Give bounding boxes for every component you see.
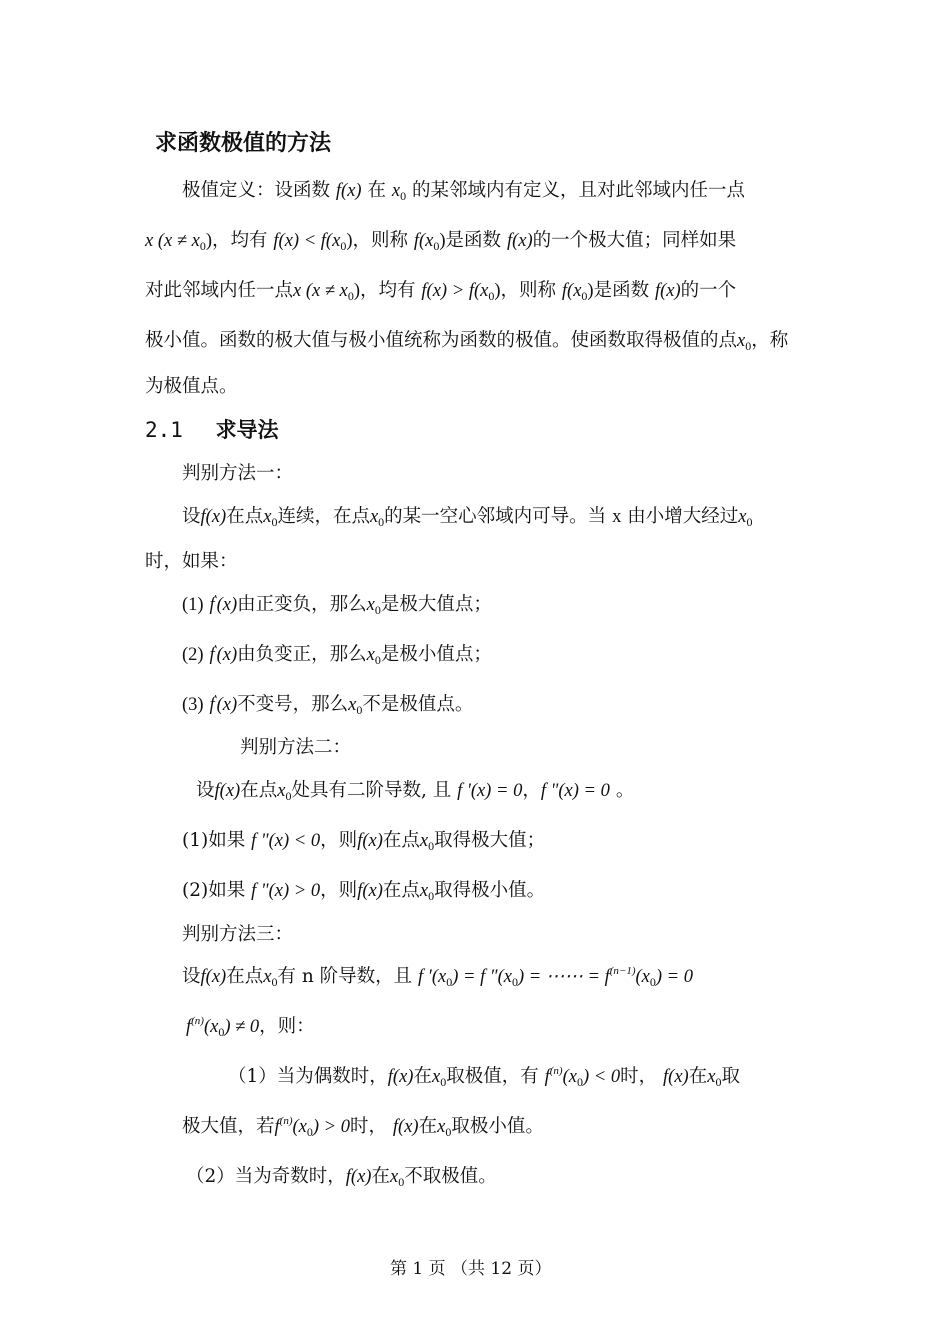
method3-item-2: （2）当为奇数时，f(x)在$x_0$不取极值。: [186, 1166, 497, 1189]
method1-line-2: 时，如果：: [145, 551, 238, 572]
subscript: 0: [340, 239, 347, 253]
method2-item-1: (1)如果 f "(x) < 0，则f(x)在点$x_0$取得极大值；: [182, 830, 546, 853]
math-fx: f(x): [335, 181, 362, 201]
method2-item-2: (2)如果 f "(x) > 0，则f(x)在点$x_0$取得极小值。: [182, 880, 546, 903]
method3-heading: 判别方法三：: [182, 924, 294, 945]
text: 极值定义：设函数: [182, 180, 331, 201]
method1-line-1: 设f(x)在点$x_0$连续，在点$x_0$的某一空心邻域内可导。当 x 由小增大经过$x_0$: [182, 506, 753, 529]
math: f(x: [561, 281, 582, 301]
text: 在: [367, 180, 386, 201]
text: )，均有: [353, 281, 416, 301]
text: ，称: [751, 330, 789, 351]
method3-line-1: 设f(x)在点$x_0$有 n 阶导数，且 f $'(x_0) = f$ $''(x_0)$ = ⋯⋯ = $f^{(n-1)}(x_0) = 0$: [182, 965, 694, 989]
subscript: 0: [347, 289, 354, 303]
text: )是函数: [587, 281, 650, 301]
math: f(x) < f(x: [273, 231, 341, 251]
definition-line-5: 为极值点。: [145, 376, 238, 397]
text: 的一个极大值；同样如果: [532, 230, 737, 251]
section-number: 2.1: [145, 418, 183, 442]
section-title: 求导法: [215, 418, 279, 442]
text: 极小值。函数的极大值与极小值统称为函数的极值。使函数取得极值的点: [145, 330, 738, 351]
method3-line-2: $f^{(n)}(x_0) \ne 0$，则：: [186, 1015, 315, 1039]
text: 对此邻域内任一点: [145, 280, 294, 301]
subscript: 0: [745, 339, 752, 353]
section-heading: [145, 414, 279, 444]
math: f(x) > f(x: [421, 281, 489, 301]
method3-item-1: （1）当为偶数时，f(x)在$x_0$取极值，有 $f^{(n)}(x_0) < 0$时， f(x)在$x_0$取: [228, 1065, 740, 1089]
math-x: x: [737, 331, 746, 351]
method2-heading: 判别方法二：: [240, 737, 352, 758]
math: f(x): [654, 281, 681, 301]
subscript: 0: [581, 289, 588, 303]
text: 的一个: [680, 280, 737, 301]
text: 的某邻域内有定义，且对此邻域内任一点: [412, 180, 746, 201]
definition-line-1: [182, 176, 745, 204]
method1-item-2: (2) f'(x)由负变正，那么$x_0$是极小值点；: [182, 643, 492, 667]
math: x (x ≠ x: [145, 231, 200, 251]
page-title: 求函数极值的方法: [155, 131, 332, 156]
math: x (x ≠ x: [293, 281, 348, 301]
method1-item-1: (1) f'(x)由正变负，那么$x_0$是极大值点；: [182, 593, 492, 617]
text: )，则称: [346, 231, 408, 251]
text: )，均有: [205, 231, 268, 251]
subscript: 0: [433, 239, 440, 253]
method2-line-1: 设f(x)在点$x_0$处具有二阶导数, 且 f '(x) = 0，f "(x) = 0 。: [196, 780, 635, 803]
math: f(x): [506, 231, 533, 251]
definition-line-3: [145, 276, 736, 304]
subscript: 0: [488, 289, 495, 303]
math: f(x: [413, 231, 434, 251]
text: )是函数: [439, 231, 502, 251]
math-x0: $x_0$: [391, 181, 407, 203]
subscript: 0: [199, 239, 206, 253]
definition-line-4: [145, 326, 788, 354]
method3-item-1-cont: 极大值，若$f^{(n)}(x_0) > 0$时， f(x)在$x_0$取极小值。: [182, 1115, 544, 1139]
page-footer: 第 1 页 （共 12 页）: [390, 1259, 552, 1279]
method1-item-3: (3) f'(x)不变号，那么$x_0$不是极值点。: [182, 693, 474, 717]
text: )，则称: [494, 281, 556, 301]
definition-line-2: [145, 226, 736, 254]
method1-heading: 判别方法一：: [182, 463, 294, 484]
